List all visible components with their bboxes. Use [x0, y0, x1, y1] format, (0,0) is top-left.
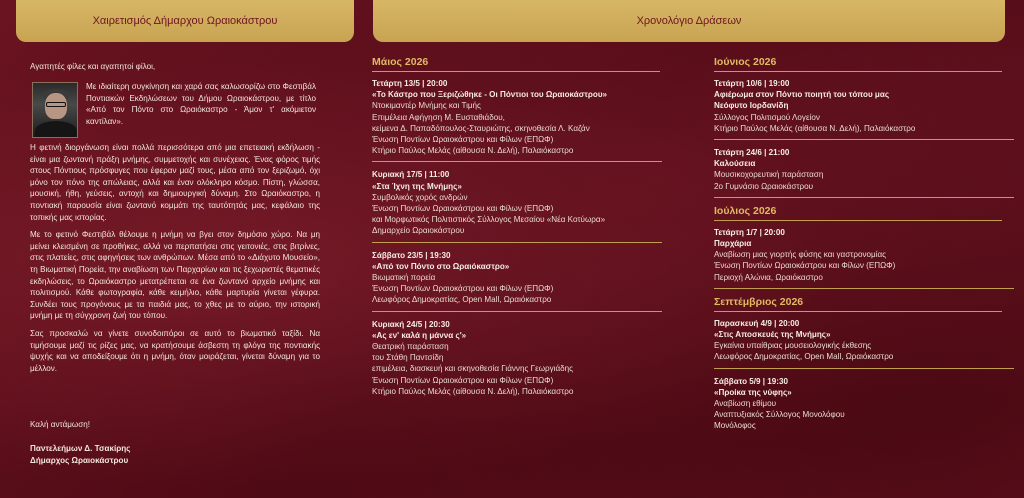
event-date: Σάββατο 5/9 | 19:30: [714, 376, 788, 386]
event-card: [372, 169, 662, 242]
greeting-salutation-block: [30, 61, 320, 79]
greeting-paragraph-1: Η φετινή διοργάνωση είναι πολλά περισσότερα από μια επετειακή εκδήλωση - είναι μια ζωντανή πράξη μνήμης, συμμετοχής και συνέχειας. Ένας φόρος τιμής στους Πόντιους πρόσφυγες που έφεραν μαζί τους, μέσα από τον ξεριζωμό, όχι μόνο τον πόνο της απώλειας, αλλά και έναν ολόκληρο κόσμο. Πίστη, γλώσσα, μουσική, ήθη, γεύσεις, αντοχή και δημιουργική δύναμη. Στο Ωραιόκαστρο, η ποντιακή παρουσία είναι ζωντανό κομμάτι της ταυτότητάς μας, κεφάλαιο της τοπικής μας ιστορίας.: [30, 143, 320, 222]
event-detail: Βιωματική πορεία: [372, 273, 436, 283]
greeting-salutation: Αγαπητές φίλες και αγαπητοί φίλοι,: [30, 62, 156, 71]
greeting-paragraph-2: Με το φετινό Φεστιβάλ θέλουμε η μνήμη να βγει στον δημόσιο χώρο. Να μη μείνει κλεισμένη σε προθήκες, αλλά να περπατήσει στις γειτονιές, στις βιτρίνες, στις πλατείες, στις αφηγήσεις των ανθρώπων. Μέσα από το «Διάχυτο Μουσείο», τη Βιωματική Πορεία, την αναβίωση των Παρχαρίων και τις ξεχωριστές θεματικές εκδηλώσεις, το Ωραιόκαστρο μετατρέπεται σε ένα ζωντανό αρχείο μνήμης και πολιτισμού. Κάθε φωτογραφία, κάθε κειμήλιο, κάθε μαρτυρία γίνεται γέφυρα. Συνδέει τους προγόνους με τα παιδιά μας, το χθες με το αύριο, την ιστορική μνήμη με τη σύγχρονη ζωή του τόπου.: [30, 230, 320, 321]
greeting-intro: Με ιδιαίτερη συγκίνηση και χαρά σας καλωσορίζω στο Φεστιβάλ Ποντιακών Εκδηλώσεων του Δήμου Ωραιοκάστρου, με τίτλο «Από τον Πόντο στο Ωραιόκαστρο - Άμον τ' ακόμιετον καντίλαν».: [86, 82, 316, 126]
mayor-signature: [30, 443, 130, 466]
event-card: [714, 78, 1014, 140]
greeting-signoff: Καλή αντάμωση!: [30, 420, 90, 429]
mayor-name: Παντελεήμων Δ. Τσακίρης: [30, 444, 131, 453]
photo-glasses: [46, 102, 66, 107]
event-title: «Προίκα της νύφης»: [714, 387, 792, 397]
greeting-header-title: Χαιρετισμός Δήμαρχου Ωραιοκάστρου: [92, 15, 278, 27]
event-card: [714, 318, 1014, 369]
event-detail: Συμβολικός χορός ανδρών: [372, 192, 468, 202]
month-heading-may: Μάιος 2026: [372, 56, 660, 72]
event-organizer: Ένωση Ποντίων Ωραιοκάστρου και Φίλων (ΕΠΩΦ): [372, 204, 554, 214]
schedule-header-title: Χρονολόγιο Δράσεων: [636, 15, 742, 27]
event-organizer: Σύλλογος Πολιτισμού Λογείον: [714, 112, 820, 122]
event-detail: Θεατρική παράσταση: [372, 342, 449, 352]
event-card: [714, 376, 1014, 437]
event-venue: Κτήριο Παύλος Μελάς (αίθουσα Ν. Δελή), Παλαιόκαστρο: [372, 386, 574, 396]
event-date: Τετάρτη 1/7 | 20:00: [714, 227, 785, 237]
event-title: Αφιέρωμα στον Πόντιο ποιητή του τόπου μας: [714, 90, 890, 100]
event-organizer: 2ο Γυμνάσιο Ωραιοκάστρου: [714, 181, 814, 191]
event-date: Τετάρτη 10/6 | 19:00: [714, 79, 790, 88]
mayor-photo: [32, 82, 78, 138]
event-date: Παρασκευή 4/9 | 20:00: [714, 318, 800, 328]
event-detail: Αναβίωση μιας γιορτής φύσης και γαστρονομίας: [714, 250, 887, 260]
schedule-may-column: [372, 56, 662, 409]
event-date: Σάββατο 23/5 | 19:30: [372, 250, 451, 260]
event-venue: Κτήριο Παύλος Μελάς (αίθουσα Ν. Δελή), Παλαιόκαστρο: [714, 123, 916, 133]
event-organizer: και Μορφωτικός Πολιτιστικός Σύλλογος Μεσαίου «Νέα Κοτύωρα»: [372, 215, 606, 225]
event-date: Κυριακή 17/5 | 11:00: [372, 170, 450, 180]
event-organizer: Ένωση Ποντίων Ωραιοκάστρου και Φίλων (ΕΠΩΦ): [714, 261, 896, 271]
event-title: Παρχάρια: [714, 239, 752, 249]
event-title: «Ας εν' καλά η μάννα ς'»: [372, 330, 467, 340]
event-date: Τετάρτη 13/5 | 20:00: [372, 79, 448, 88]
event-date: Τετάρτη 24/6 | 21:00: [714, 148, 790, 158]
greeting-header: [16, 0, 354, 42]
event-organizer: Ένωση Ποντίων Ωραιοκάστρου και Φίλων (ΕΠΩΦ): [372, 284, 554, 294]
month-heading-june: Ιούνιος 2026: [714, 56, 1002, 72]
event-venue: Κτήριο Παύλος Μελάς (αίθουσα Ν. Δελή), Παλαιόκαστρο: [372, 146, 574, 156]
event-organizer: Ένωση Ποντίων Ωραιοκάστρου και Φίλων (ΕΠΩΦ): [372, 135, 554, 145]
photo-suit: [35, 121, 77, 138]
mayor-role: Δήμαρχος Ωραιοκάστρου: [30, 455, 129, 465]
event-detail: του Στάθη Παντσίδη: [372, 353, 444, 363]
event-card: [372, 78, 662, 162]
event-card: [714, 147, 1014, 198]
event-date: Κυριακή 24/5 | 20:30: [372, 319, 450, 329]
event-card: [714, 227, 1014, 289]
event-venue: Λεωφόρος Δημοκρατίας, Open Mall, Ωραιόκαστρο: [714, 352, 894, 362]
greeting-paragraph-3: Σας προσκαλώ να γίνετε συνοδοιπόροι σε αυτό το βιωματικό ταξίδι. Να τιμήσουμε μαζί τις ρίζες μας, να κρατήσουμε άσβεστη τη φλόγα της ποντιακής ψυχής και να αποδείξουμε ότι η μνήμη, όταν μοιράζεται, γίνεται δύναμη για το μέλλον.: [30, 328, 320, 373]
month-heading-july: Ιούλιος 2026: [714, 205, 1002, 221]
event-venue: Λεωφόρος Δημοκρατίας, Open Mall, Ωραιόκαστρο: [372, 295, 552, 305]
event-title: «Το Κάστρο που Ξεριζώθηκε - Οι Πόντιοι του Ωραιοκάστρου»: [372, 90, 608, 100]
event-organizer: Ένωση Ποντίων Ωραιοκάστρου και Φίλων (ΕΠΩΦ): [372, 375, 554, 385]
event-title: «Στα Ίχνη της Μνήμης»: [372, 181, 462, 191]
event-organizer: Αναπτυξιακός Σύλλογος Μονολόφου: [714, 410, 845, 420]
event-title: «Στις Αποσκευές της Μνήμης»: [714, 330, 831, 340]
schedule-summer-column: [714, 56, 1014, 444]
event-title: Νεόφυτο Ιορδανίδη: [714, 101, 789, 111]
event-detail: Μουσικοχορευτική παράσταση: [714, 170, 824, 180]
month-heading-september: Σεπτέμβριος 2026: [714, 296, 1002, 312]
schedule-header: [373, 0, 1005, 42]
event-card: [372, 250, 662, 312]
event-detail: Εγκαίνια υπαίθριας μουσειολογικής έκθεσης: [714, 341, 872, 351]
event-card: [372, 319, 662, 402]
event-detail: Επιμέλεια Αφήγηση Μ. Ευσταθιάδου,: [372, 112, 505, 122]
greeting-body: [30, 142, 320, 380]
event-venue: Μονόλοφος: [714, 421, 756, 431]
event-venue: Περιοχή Αλώνια, Ωραιόκαστρο: [714, 272, 823, 282]
event-venue: Δημαρχείο Ωραιοκάστρου: [372, 226, 465, 236]
event-title: «Από τον Πόντο στο Ωραιόκαστρο»: [372, 261, 510, 271]
event-title: Καλούσεια: [714, 159, 756, 169]
event-detail: Αναβίωση εθίμου: [714, 399, 776, 409]
event-detail: κείμενα Δ. Παπαδόπουλος-Σταυριώτης, σκηνοθεσία Λ. Καζάν: [372, 123, 590, 133]
event-detail: επιμέλεια, διασκευή και σκηνοθεσία Γιάννης Γεωργιάδης: [372, 364, 574, 374]
event-detail: Ντοκιμαντέρ Μνήμης και Τιμής: [372, 101, 481, 111]
